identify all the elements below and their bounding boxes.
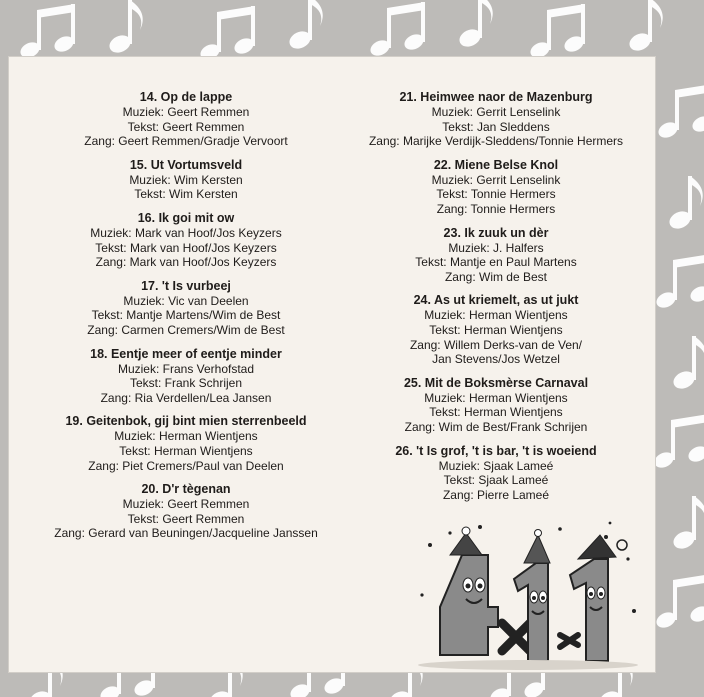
song-credit-line: Muziek: Gerrit Lenselink xyxy=(431,172,561,187)
song-title: 15. Ut Vortumsveld xyxy=(129,157,243,172)
song-credit-line: Muziek: Vic van Deelen xyxy=(123,293,249,308)
song-credit-line: Zang: Willem Derks-van de Ven/ xyxy=(409,337,583,352)
song-credit-line: Zang: Wim de Best xyxy=(444,269,548,284)
song-credit-line: Tekst: Herman Wientjens xyxy=(429,405,563,420)
song-credit-line: Tekst: Herman Wientjens xyxy=(429,322,563,337)
song-credit-line: Muziek: Geert Remmen xyxy=(122,105,250,119)
mascot-one-right xyxy=(560,535,627,661)
song-title: 22. Miene Belse Knol xyxy=(433,157,559,172)
song-credit-line: Jan Stevens/Jos Wetzel xyxy=(432,352,560,367)
song-credit-line: Zang: Carmen Cremers/Wim de Best xyxy=(87,322,285,337)
song-credit-line: Muziek: Herman Wientjens xyxy=(424,308,568,323)
song-credit-line: Tekst: Mantje en Paul Martens xyxy=(415,255,577,270)
song-title: 24. As ut kriemelt, as ut jukt xyxy=(413,293,579,308)
song-entry xyxy=(336,293,656,366)
song-credit-line: Muziek: Gerrit Lenselink xyxy=(431,105,561,119)
song-entry xyxy=(36,347,336,406)
song-credit-line: Zang: Mark van Hoof/Jos Keyzers xyxy=(95,255,277,270)
song-credit-line: Zang: Marijke Verdijk-Sleddens/Tonnie Hermers xyxy=(368,134,624,149)
song-credit-line: Tekst: Geert Remmen xyxy=(127,511,245,526)
song-title: 26. 't Is grof, 't is bar, 't is woeiend xyxy=(395,443,597,458)
song-credit-line: Zang: Wim de Best/Frank Schrijen xyxy=(404,419,588,434)
song-entry xyxy=(36,279,336,338)
song-title: 14. Op de lappe xyxy=(139,90,233,104)
song-credit-line: Tekst: Tonnie Hermers xyxy=(436,187,556,202)
song-credit-line: Tekst: Sjaak Lameé xyxy=(443,473,549,488)
song-credit-line: Muziek: J. Halfers xyxy=(448,240,544,255)
song-credit-line: Muziek: Frans Verhofstad xyxy=(117,361,255,376)
song-credit-line: Zang: Gerard van Beuningen/Jacqueline Janssen xyxy=(54,526,318,541)
mascot-four xyxy=(440,527,498,655)
song-entry xyxy=(36,211,336,270)
song-list-left xyxy=(36,90,336,550)
carnival-11-mascot-illustration xyxy=(410,515,646,675)
song-credit-line: Muziek: Herman Wientjens xyxy=(424,390,568,405)
song-credit-line: Tekst: Jan Sleddens xyxy=(442,119,550,134)
song-credit-line: Zang: Pierre Lameé xyxy=(442,487,550,502)
song-credit-line: Zang: Piet Cremers/Paul van Deelen xyxy=(88,458,284,473)
song-entry xyxy=(36,90,336,149)
song-entry xyxy=(336,226,656,285)
song-entry xyxy=(336,376,656,435)
song-entry xyxy=(36,414,336,473)
song-credit-line: Tekst: Herman Wientjens xyxy=(119,443,253,458)
song-credit-line: Muziek: Mark van Hoof/Jos Keyzers xyxy=(90,225,282,240)
song-entry xyxy=(336,444,656,503)
song-title: 25. Mit de Boksmèrse Carnaval xyxy=(403,375,589,390)
song-credit-line: Muziek: Sjaak Lameé xyxy=(438,458,554,473)
song-credit-line: Zang: Tonnie Hermers xyxy=(436,201,556,216)
song-title: 18. Eentje meer of eentje minder xyxy=(90,346,282,361)
song-credit-line: Tekst: Wim Kersten xyxy=(134,187,238,202)
song-title: 16. Ik goi mit ow xyxy=(137,210,235,225)
song-title: 20. D'r tègenan xyxy=(141,482,231,497)
song-credit-line: Tekst: Geert Remmen xyxy=(127,119,245,134)
song-title: 19. Geitenbok, gij bint mien sterrenbeeld xyxy=(65,414,307,429)
song-title: 23. Ik zuuk un dèr xyxy=(443,225,549,240)
song-list-right xyxy=(336,90,656,511)
song-entry xyxy=(336,158,656,217)
song-credit-line: Zang: Geert Remmen/Gradje Vervoort xyxy=(84,134,288,149)
song-title: 17. 't Is vurbeej xyxy=(141,278,231,293)
song-credit-line: Muziek: Wim Kersten xyxy=(129,172,243,187)
song-entry xyxy=(36,158,336,202)
song-credit-line: Tekst: Mark van Hoof/Jos Keyzers xyxy=(95,240,277,255)
song-entry xyxy=(36,482,336,541)
song-credit-line: Zang: Ria Verdellen/Lea Jansen xyxy=(100,390,272,405)
bow-tie-x xyxy=(502,623,530,651)
song-entry xyxy=(336,90,656,149)
song-credit-line: Tekst: Mantje Martens/Wim de Best xyxy=(91,308,281,323)
song-credit-line: Muziek: Geert Remmen xyxy=(122,497,250,512)
song-title: 21. Heimwee naor de Mazenburg xyxy=(399,90,593,104)
song-credit-line: Tekst: Frank Schrijen xyxy=(129,376,243,391)
song-credit-line: Muziek: Herman Wientjens xyxy=(114,429,258,444)
